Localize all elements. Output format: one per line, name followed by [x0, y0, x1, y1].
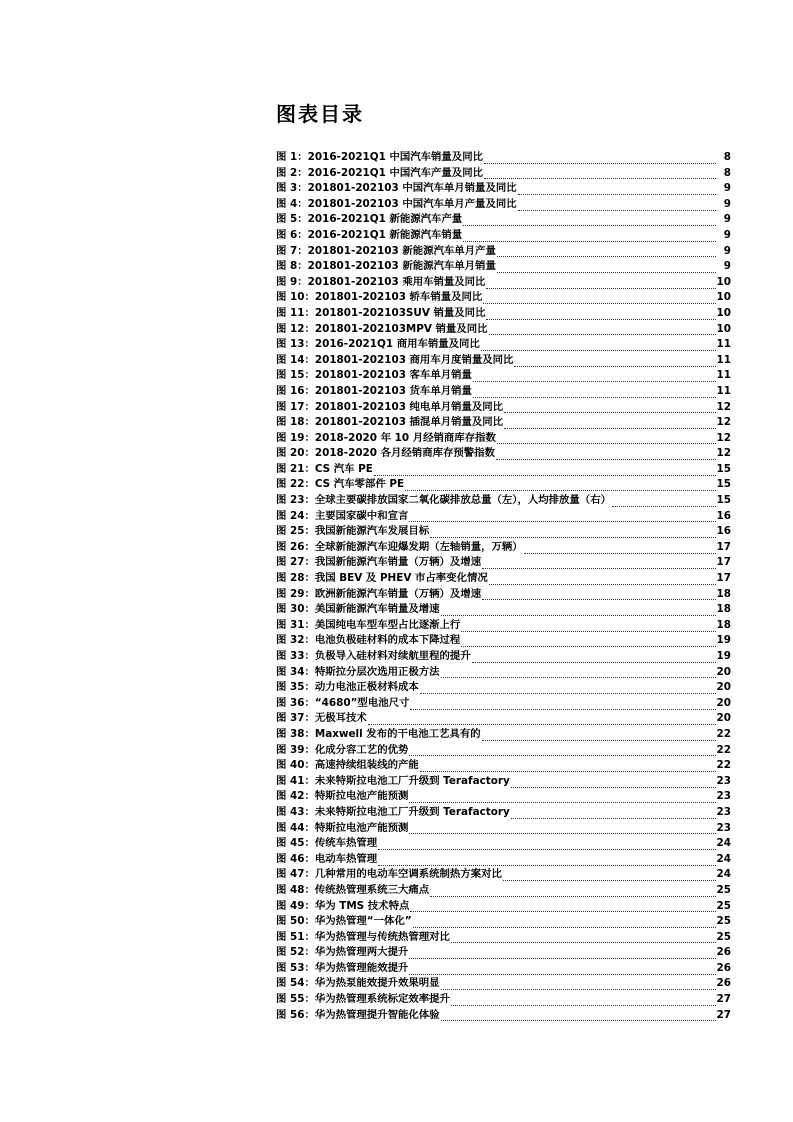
toc-entry-page: 17 — [716, 540, 731, 553]
toc-entry-page: 18 — [716, 618, 731, 631]
toc-entry[interactable] — [276, 181, 731, 197]
toc-entry[interactable] — [276, 150, 731, 166]
toc-entry-label: 图 9：201801-202103 乘用车销量及同比 — [276, 275, 486, 288]
toc-entry[interactable] — [276, 400, 731, 416]
toc-entry-page: 12 — [716, 431, 731, 444]
toc-entry[interactable] — [276, 509, 731, 525]
toc-entry[interactable] — [276, 680, 731, 696]
toc-entry-page: 19 — [716, 650, 731, 662]
toc-dot-leader — [486, 279, 715, 289]
toc-dot-leader — [378, 856, 715, 866]
toc-entry-page: 12 — [716, 447, 731, 460]
toc-entry[interactable] — [276, 743, 731, 759]
toc-entry[interactable] — [276, 836, 731, 852]
toc-entry-page: 15 — [716, 462, 731, 475]
toc-dot-leader — [461, 622, 715, 632]
toc-entry-label: 图 36：“4680”型电池尺寸 — [276, 696, 410, 709]
toc-entry-page: 11 — [716, 353, 731, 366]
toc-entry[interactable] — [276, 259, 731, 275]
toc-dot-leader — [405, 481, 715, 491]
toc-dot-leader — [441, 606, 716, 616]
toc-entry-label: 图 31：美国纯电车型车型占比逐渐上行 — [276, 618, 461, 631]
toc-entry-page: 20 — [716, 696, 731, 709]
toc-entry[interactable] — [276, 899, 731, 915]
toc-entry-label: 图 13：2016-2021Q1 商用车销量及同比 — [276, 338, 480, 351]
toc-entry-label: 图 44：特斯拉电池产能预测 — [276, 821, 409, 834]
toc-entry[interactable] — [276, 852, 731, 868]
toc-entry[interactable] — [276, 431, 731, 447]
toc-entry[interactable] — [276, 212, 731, 228]
toc-entry-page: 18 — [716, 587, 731, 600]
toc-entry-label: 图 22：CS 汽车零部件 PE — [276, 478, 405, 491]
toc-dot-leader — [451, 933, 716, 943]
toc-entry-page: 23 — [716, 790, 731, 803]
toc-dot-leader — [420, 684, 716, 694]
toc-dot-leader — [482, 590, 715, 600]
toc-dot-leader — [503, 871, 716, 881]
toc-entry-page: 17 — [716, 556, 731, 569]
toc-dot-leader — [409, 824, 715, 834]
toc-entry-label: 图 46：电动车热管理 — [276, 852, 378, 865]
toc-entry-page: 26 — [716, 977, 731, 990]
toc-entry-label: 图 52：华为热管理两大提升 — [276, 946, 409, 959]
toc-entry[interactable] — [276, 477, 731, 493]
toc-entry-page: 9 — [723, 228, 731, 241]
toc-entry-page: 8 — [723, 151, 731, 163]
toc-entry[interactable] — [276, 789, 731, 805]
toc-dot-leader — [461, 637, 715, 647]
toc-entry[interactable] — [276, 197, 731, 213]
toc-entry-page: 9 — [723, 260, 731, 273]
toc-dot-leader — [514, 357, 715, 367]
toc-entry-page: 20 — [716, 665, 731, 678]
toc-dot-leader — [409, 746, 715, 756]
toc-dot-leader — [497, 263, 716, 273]
toc-dot-leader — [497, 434, 716, 444]
toc-entry-label: 图 30：美国新能源汽车销量及增速 — [276, 603, 440, 616]
toc-entry[interactable] — [276, 976, 731, 992]
toc-dot-leader — [413, 918, 716, 928]
toc-entry-page: 20 — [716, 681, 731, 694]
toc-entry-label: 图 54：华为热泵能效提升效果明显 — [276, 977, 440, 990]
toc-entry-label: 图 15：201801-202103 客车单月销量 — [276, 369, 472, 382]
toc-dot-leader — [409, 793, 715, 803]
toc-entry-label: 图 20：2018-2020 各月经销商库存预警指数 — [276, 447, 495, 460]
toc-entry-label: 图 19：2018-2020 年 10 月经销商库存指数 — [276, 431, 496, 444]
toc-entry-page: 25 — [716, 899, 731, 912]
toc-dot-leader — [430, 887, 715, 897]
toc-entry-page: 9 — [723, 213, 731, 226]
toc-dot-leader — [374, 466, 716, 476]
toc-dot-leader — [472, 653, 716, 663]
toc-entry-label: 图 16：201801-202103 货车单月销量 — [276, 384, 472, 397]
toc-entry[interactable] — [276, 821, 731, 837]
toc-dot-leader — [420, 762, 716, 772]
toc-entry-page: 11 — [716, 338, 731, 351]
toc-entry[interactable] — [276, 914, 731, 930]
toc-entry-page: 24 — [716, 868, 731, 881]
toc-dot-leader — [441, 980, 716, 990]
toc-entry[interactable] — [276, 446, 731, 462]
toc-entry-page: 16 — [716, 509, 731, 522]
toc-entry-label: 图 55：华为热管理系统标定效率提升 — [276, 993, 450, 1006]
toc-dot-leader — [504, 419, 715, 429]
toc-entry[interactable] — [276, 228, 731, 244]
toc-entry-label: 图 40：高速持续组装线的产能 — [276, 759, 419, 772]
toc-dot-leader — [486, 310, 715, 320]
toc-entry[interactable] — [276, 883, 731, 899]
toc-dot-leader — [489, 325, 716, 335]
toc-entry[interactable] — [276, 166, 731, 182]
toc-entry-label: 图 32：电池负极硅材料的成本下降过程 — [276, 634, 461, 647]
toc-dot-leader — [473, 372, 716, 382]
toc-dot-leader — [430, 528, 715, 538]
toc-entry-page: 26 — [716, 946, 731, 959]
toc-entry[interactable] — [276, 665, 731, 681]
toc-entry[interactable] — [276, 805, 731, 821]
toc-entry[interactable] — [276, 493, 731, 509]
toc-entry[interactable] — [276, 244, 731, 260]
toc-dot-leader — [441, 668, 716, 678]
toc-dot-leader — [473, 388, 716, 398]
toc-dot-leader — [518, 185, 716, 195]
toc-entry-page: 9 — [723, 197, 731, 210]
toc-entry[interactable] — [276, 353, 731, 369]
toc-entry-page: 8 — [723, 166, 731, 179]
toc-dot-leader — [484, 154, 716, 164]
toc-entry-label: 图 56：华为热管理提升智能化体验 — [276, 1008, 440, 1021]
toc-dot-leader — [511, 809, 716, 819]
toc-entry[interactable] — [276, 571, 731, 587]
toc-entry-label: 图 29：欧洲新能源汽车销量（万辆）及增速 — [276, 587, 482, 600]
toc-entry[interactable] — [276, 618, 731, 634]
toc-entry-label: 图 50：华为热管理“一体化” — [276, 915, 412, 928]
toc-dot-leader — [463, 216, 716, 226]
toc-dot-leader — [441, 1011, 716, 1021]
toc-dot-leader — [524, 544, 716, 554]
toc-entry-label: 图 24：主要国家碳中和宣言 — [276, 509, 409, 522]
toc-entry-page: 23 — [716, 821, 731, 834]
toc-entry-page: 22 — [716, 743, 731, 756]
toc-dot-leader — [511, 778, 716, 788]
toc-entry-label: 图 1：2016-2021Q1 中国汽车销量及同比 — [276, 151, 483, 163]
toc-entry-label: 图 2：2016-2021Q1 中国汽车产量及同比 — [276, 166, 483, 179]
toc-entry-page: 9 — [723, 182, 731, 195]
toc-dot-leader — [482, 731, 716, 741]
toc-entry[interactable] — [276, 930, 731, 946]
toc-dot-leader — [463, 232, 716, 242]
toc-dot-leader — [409, 965, 715, 975]
toc-entry-label: 图 43：未来特斯拉电池工厂升级到 Terafactory — [276, 805, 510, 818]
toc-entry-page: 25 — [716, 883, 731, 896]
toc-entry-label: 图 14：201801-202103 商用车月度销量及同比 — [276, 353, 514, 366]
toc-entry-label: 图 45：传统车热管理 — [276, 837, 378, 850]
toc-entry[interactable] — [276, 758, 731, 774]
toc-entry-label: 图 41：未来特斯拉电池工厂升级到 Terafactory — [276, 774, 510, 787]
toc-entry-page: 11 — [716, 384, 731, 397]
toc-entry[interactable] — [276, 587, 731, 603]
toc-entry-label: 图 23：全球主要碳排放国家二氧化碳排放总量（左），人均排放量（右） — [276, 494, 611, 507]
toc-entry-page: 23 — [716, 805, 731, 818]
toc-entry-label: 图 26：全球新能源汽车迎爆发期（左轴销量，万辆） — [276, 540, 523, 553]
toc-entry[interactable] — [276, 727, 731, 743]
toc-dot-leader — [496, 450, 716, 460]
toc-entry-page: 25 — [716, 930, 731, 943]
toc-dot-leader — [489, 575, 716, 585]
page-title: 图表目录 — [276, 102, 364, 126]
toc-entry-label: 图 18：201801-202103 插混单月销量及同比 — [276, 416, 504, 429]
toc-entry-label: 图 25：我国新能源汽车发展目标 — [276, 525, 430, 538]
toc-dot-leader — [410, 700, 715, 710]
toc-entry[interactable] — [276, 774, 731, 790]
toc-entry-label: 图 39：化成分容工艺的优势 — [276, 743, 409, 756]
toc-entry-page: 10 — [716, 322, 731, 335]
toc-entry[interactable] — [276, 322, 731, 338]
toc-entry-page: 22 — [716, 727, 731, 740]
toc-entry-label: 图 38：Maxwell 发布的干电池工艺具有的 — [276, 727, 481, 740]
toc-entry-page: 17 — [716, 572, 731, 585]
toc-entry-label: 图 47：几种常用的电动车空调系统制热方案对比 — [276, 868, 502, 881]
toc-entry[interactable] — [276, 711, 731, 727]
toc-list — [276, 150, 731, 1023]
toc-entry-page: 9 — [723, 244, 731, 257]
toc-entry-page: 27 — [716, 1008, 731, 1021]
toc-entry[interactable] — [276, 961, 731, 977]
toc-entry-page: 15 — [716, 494, 731, 507]
toc-entry-page: 24 — [716, 852, 731, 865]
toc-entry[interactable] — [276, 275, 731, 291]
toc-entry-page: 27 — [716, 993, 731, 1006]
toc-entry[interactable] — [276, 649, 731, 665]
toc-entry-label: 图 12：201801-202103MPV 销量及同比 — [276, 322, 488, 335]
toc-entry-label: 图 10：201801-202103 轿车销量及同比 — [276, 291, 483, 304]
toc-entry[interactable] — [276, 633, 731, 649]
toc-dot-leader — [378, 840, 715, 850]
toc-entry-label: 图 7：201801-202103 新能源汽车单月产量 — [276, 244, 496, 257]
toc-entry-page: 10 — [716, 275, 731, 288]
toc-entry-page: 20 — [716, 712, 731, 725]
toc-entry-label: 图 6：2016-2021Q1 新能源汽车销量 — [276, 228, 463, 241]
toc-entry[interactable] — [276, 337, 731, 353]
toc-entry[interactable] — [276, 415, 731, 431]
toc-entry[interactable] — [276, 867, 731, 883]
toc-entry-page: 23 — [716, 774, 731, 787]
toc-entry-page: 10 — [716, 306, 731, 319]
toc-entry-page: 11 — [716, 369, 731, 382]
toc-entry[interactable] — [276, 555, 731, 571]
toc-entry-label: 图 53：华为热管理能效提升 — [276, 961, 409, 974]
toc-dot-leader — [484, 169, 716, 179]
toc-entry-page: 12 — [716, 416, 731, 429]
toc-entry-page: 15 — [716, 478, 731, 491]
toc-entry-label: 图 28：我国 BEV 及 PHEV 市占率变化情况 — [276, 572, 488, 585]
toc-entry[interactable] — [276, 992, 731, 1008]
toc-dot-leader — [410, 902, 715, 912]
toc-entry[interactable] — [276, 384, 731, 400]
toc-dot-leader — [483, 294, 715, 304]
toc-entry[interactable] — [276, 462, 731, 478]
toc-entry-label: 图 42：特斯拉电池产能预测 — [276, 790, 409, 803]
toc-entry-page: 25 — [716, 915, 731, 928]
toc-dot-leader — [504, 403, 715, 413]
toc-entry-label: 图 48：传统热管理系统三大痛点 — [276, 883, 430, 896]
toc-dot-leader — [409, 949, 715, 959]
toc-entry[interactable] — [276, 602, 731, 618]
toc-entry-label: 图 11：201801-202103SUV 销量及同比 — [276, 306, 486, 319]
toc-dot-leader — [481, 341, 716, 351]
toc-entry-page: 24 — [716, 837, 731, 850]
toc-entry-label: 图 17：201801-202103 纯电单月销量及同比 — [276, 400, 504, 413]
toc-entry-page: 22 — [716, 759, 731, 772]
toc-entry-label: 图 8：201801-202103 新能源汽车单月销量 — [276, 260, 496, 273]
toc-entry-label: 图 4：201801-202103 中国汽车单月产量及同比 — [276, 197, 517, 210]
toc-entry[interactable] — [276, 696, 731, 712]
toc-entry-page: 26 — [716, 961, 731, 974]
toc-entry-label: 图 21：CS 汽车 PE — [276, 462, 373, 475]
toc-dot-leader — [368, 715, 716, 725]
toc-entry[interactable] — [276, 540, 731, 556]
toc-dot-leader — [482, 559, 715, 569]
toc-entry-label: 图 34：特斯拉分层次选用正极方法 — [276, 665, 440, 678]
toc-entry-label: 图 5：2016-2021Q1 新能源汽车产量 — [276, 213, 463, 226]
toc-entry-page: 19 — [716, 634, 731, 647]
toc-entry[interactable] — [276, 290, 731, 306]
toc-dot-leader — [518, 201, 716, 211]
toc-entry-label: 图 51：华为热管理与传统热管理对比 — [276, 930, 450, 943]
toc-entry[interactable] — [276, 1008, 731, 1024]
toc-entry[interactable] — [276, 524, 731, 540]
toc-entry[interactable] — [276, 368, 731, 384]
toc-dot-leader — [612, 497, 716, 507]
toc-entry[interactable] — [276, 945, 731, 961]
toc-dot-leader — [497, 247, 716, 257]
toc-entry-label: 图 27：我国新能源汽车销量（万辆）及增速 — [276, 556, 482, 569]
toc-entry-page: 16 — [716, 525, 731, 538]
toc-entry-label: 图 37：无极耳技术 — [276, 712, 367, 725]
toc-entry-label: 图 33：负极导入硅材料对续航里程的提升 — [276, 650, 471, 662]
toc-entry-label: 图 49：华为 TMS 技术特点 — [276, 899, 410, 912]
toc-dot-leader — [409, 512, 715, 522]
toc-entry-label: 图 35：动力电池正极材料成本 — [276, 681, 419, 694]
toc-entry-page: 10 — [716, 291, 731, 304]
toc-entry[interactable] — [276, 306, 731, 322]
toc-entry-page: 18 — [716, 603, 731, 616]
toc-dot-leader — [451, 996, 716, 1006]
toc-entry-label: 图 3：201801-202103 中国汽车单月销量及同比 — [276, 182, 517, 195]
toc-entry-page: 12 — [716, 400, 731, 413]
